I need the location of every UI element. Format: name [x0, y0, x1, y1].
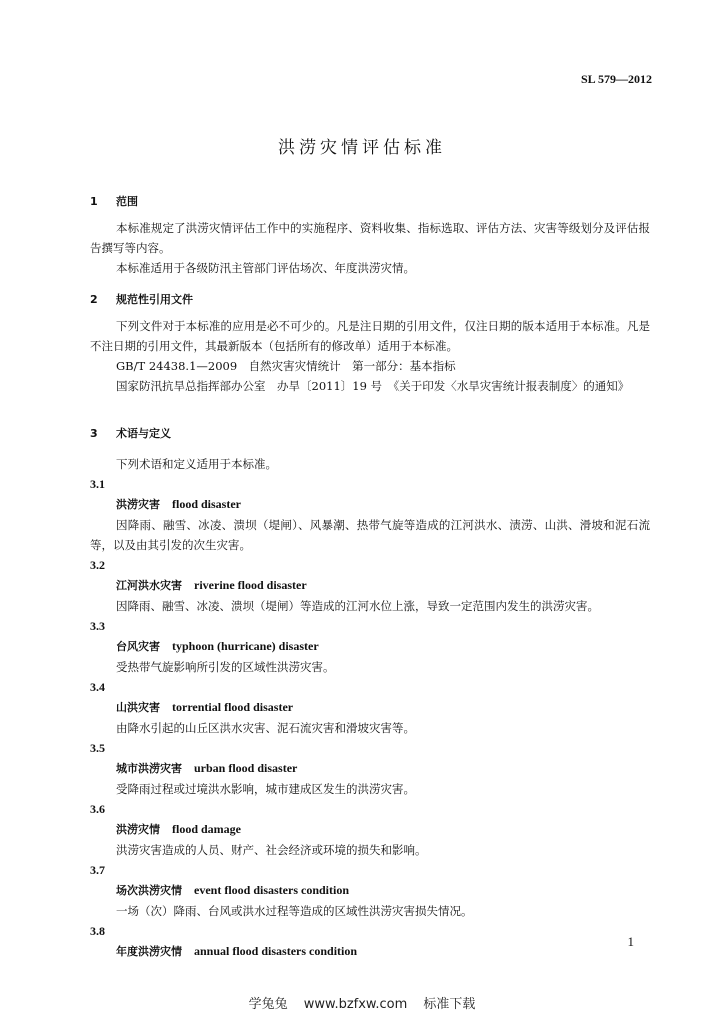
- section-1: [90, 192, 650, 278]
- term-number: 3.7: [90, 863, 105, 877]
- term-entry: [90, 616, 650, 677]
- term-entry: [90, 860, 650, 921]
- section-3: [90, 424, 650, 962]
- term-number: 3.1: [90, 477, 105, 491]
- term-number: 3.2: [90, 558, 105, 572]
- term-entry: [90, 677, 650, 738]
- term-english: typhoon (hurricane) disaster: [172, 639, 319, 653]
- term-chinese: 年度洪涝灾情: [116, 945, 182, 958]
- paragraph: 下列文件对于本标准的应用是必不可少的。凡是注日期的引用文件，仅注日期的版本适用于本标准。凡是不注日期的引用文件，其最新版本（包括所有的修改单）适用于本标准。: [90, 319, 650, 353]
- footer-brand: 学兔兔: [248, 997, 288, 1012]
- section-heading: [90, 192, 650, 212]
- section-title: 范围: [116, 195, 138, 208]
- term-heading: [90, 819, 650, 840]
- term-heading: [90, 575, 650, 596]
- term-heading: [90, 636, 650, 657]
- term-english: flood disaster: [172, 497, 241, 511]
- term-chinese: 江河洪水灾害: [116, 579, 182, 592]
- term-number: 3.8: [90, 924, 105, 938]
- term-definition: 受降雨过程或过境洪水影响，城市建成区发生的洪涝灾害。: [116, 782, 415, 796]
- term-heading: [90, 758, 650, 779]
- paragraph: 本标准规定了洪涝灾情评估工作中的实施程序、资料收集、指标选取、评估方法、灾害等级划分及评估报告撰写等内容。: [90, 221, 650, 255]
- term-heading: [90, 697, 650, 718]
- term-english: flood damage: [172, 822, 241, 836]
- term-definition: 受热带气旋影响所引发的区域性洪涝灾害。: [116, 660, 335, 674]
- footer: [0, 993, 724, 1012]
- footer-tagline: 标准下载: [423, 997, 476, 1012]
- reference-item: GB/T 24438.1—2009 自然灾害灾情统计 第一部分：基本指标: [116, 359, 456, 373]
- document-title: 洪涝灾情评估标准: [278, 138, 446, 158]
- term-chinese: 山洪灾害: [116, 701, 160, 714]
- term-entry: [90, 474, 650, 555]
- term-definition: 因降雨、融雪、冰凌、溃坝（堤闸）、风暴潮、热带气旋等造成的江河洪水、渍涝、山洪、滑坡和泥石流等，以及由其引发的次生灾害。: [90, 518, 650, 552]
- section-number: 1: [90, 195, 98, 208]
- term-entry: [90, 738, 650, 799]
- footer-url[interactable]: www.bzfxw.com: [303, 997, 408, 1012]
- term-definition: 洪涝灾害造成的人员、财产、社会经济或环境的损失和影响。: [116, 843, 427, 857]
- term-entry: [90, 921, 650, 962]
- term-number: 3.6: [90, 802, 105, 816]
- term-definition: 一场（次）降雨、台风或洪水过程等造成的区域性洪涝灾害损失情况。: [116, 904, 473, 918]
- term-english: urban flood disaster: [194, 761, 298, 775]
- term-heading: [90, 941, 650, 962]
- section-title: 规范性引用文件: [116, 293, 193, 306]
- section-heading: [90, 424, 650, 444]
- section-title: 术语与定义: [116, 427, 171, 440]
- paragraph: 本标准适用于各级防汛主管部门评估场次、年度洪涝灾情。: [116, 261, 415, 275]
- term-english: torrential flood disaster: [172, 700, 294, 714]
- term-chinese: 洪涝灾害: [116, 498, 160, 511]
- term-number: 3.5: [90, 741, 105, 755]
- term-entry: [90, 799, 650, 860]
- standard-code: SL 579—2012: [580, 72, 652, 86]
- term-chinese: 洪涝灾情: [116, 823, 160, 836]
- term-number: 3.3: [90, 619, 105, 633]
- term-english: riverine flood disaster: [194, 578, 307, 592]
- term-chinese: 城市洪涝灾害: [116, 762, 182, 775]
- term-definition: 由降水引起的山丘区洪水灾害、泥石流灾害和滑坡灾害等。: [116, 721, 415, 735]
- page-number: 1: [627, 934, 634, 949]
- term-chinese: 台风灾害: [116, 640, 160, 653]
- section-number: 3: [90, 427, 98, 440]
- term-definition: 因降雨、融雪、冰凌、溃坝（堤闸）等造成的江河水位上涨，导致一定范围内发生的洪涝灾害。: [116, 599, 599, 613]
- term-english: event flood disasters condition: [194, 883, 350, 897]
- section-heading: [90, 290, 650, 310]
- term-heading: [90, 494, 650, 515]
- paragraph: 下列术语和定义适用于本标准。: [116, 457, 277, 471]
- term-english: annual flood disasters condition: [194, 944, 358, 958]
- term-entry: [90, 555, 650, 616]
- term-heading: [90, 880, 650, 901]
- term-number: 3.4: [90, 680, 105, 694]
- term-list: [90, 474, 650, 962]
- section-2: [90, 290, 650, 396]
- section-number: 2: [90, 293, 98, 306]
- reference-item: 国家防汛抗旱总指挥部办公室 办旱〔2011〕19 号 《关于印发〈水旱灾害统计报表制度〉的通知》: [116, 379, 630, 393]
- term-chinese: 场次洪涝灾情: [116, 884, 182, 897]
